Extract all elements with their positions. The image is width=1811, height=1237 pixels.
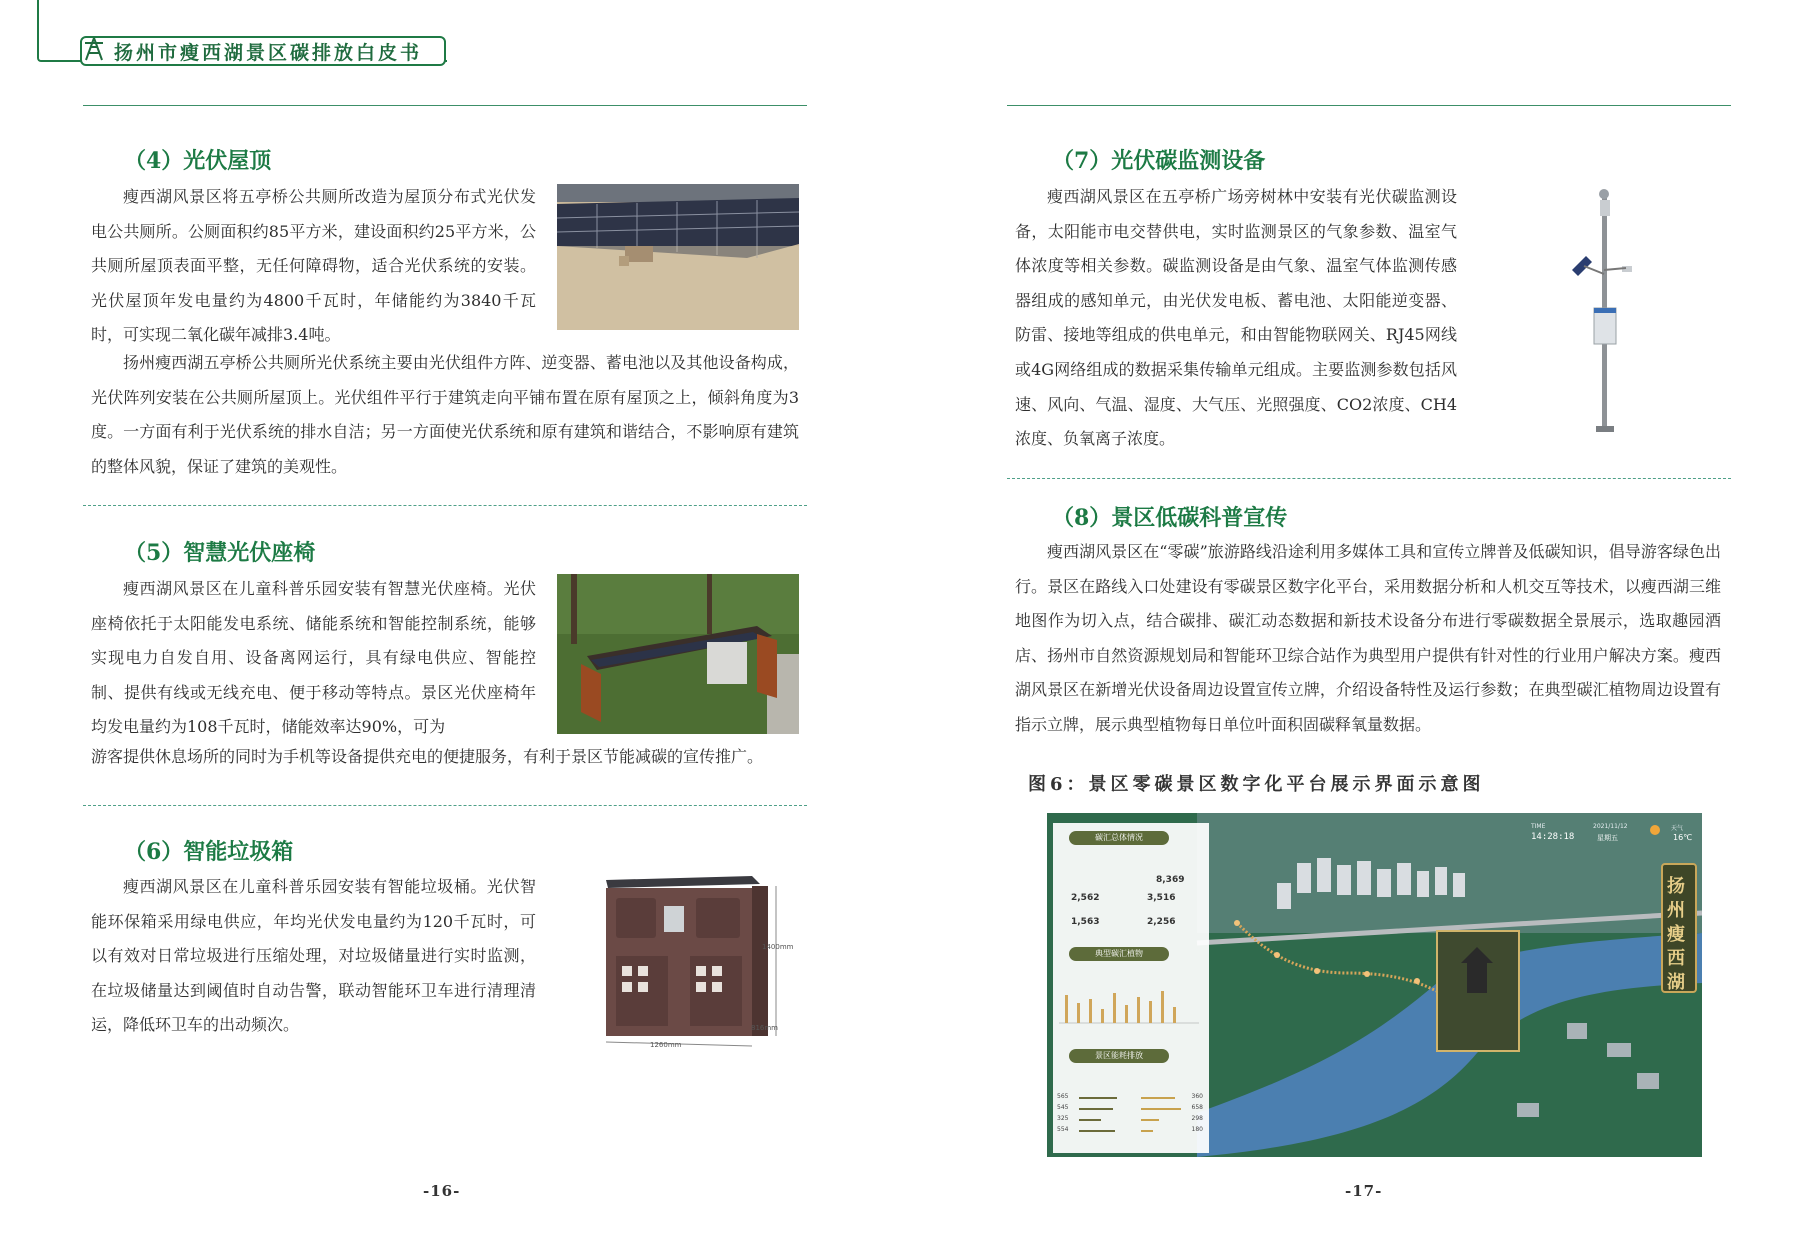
right-top-rule — [1007, 105, 1731, 106]
bar-left-value: 545 — [1057, 1104, 1069, 1111]
energy-bar-row — [1057, 1104, 1205, 1115]
section-7-paragraph-1: 瘦西湖风景区在五亭桥广场旁树林中安装有光伏碳监测设备，太阳能市电交替供电，实时监测景区的气象参数、温室气体浓度等相关参数。碳监测设备是由气象、温室气体监测传感器组成的感知单元，由光伏发电板、蓄电池、太阳能逆变器、防雷、接地等组成的供电单元，和由智能物联网关、RJ45网线或4G网络组成的数据采集传输单元组成。主要监测参数包括风速、风向、气温、湿度、大气压、光照强度、CO2浓度、CH4浓度、负氧离子浓度。 — [1015, 187, 1457, 449]
left-top-rule — [83, 105, 807, 106]
section-7-title: （7）光伏碳监测设备 — [1052, 148, 1266, 174]
tower-logo-icon — [82, 36, 106, 62]
bin-width-dimension: 1260mm — [650, 1041, 682, 1049]
section-4-paragraph-2: 扬州瘦西湖五亭桥公共厕所光伏系统主要由光伏组件方阵、逆变器、蓄电池以及其他设备构成，光伏阵列安装在公共厕所屋顶上。光伏组件平行于建筑走向平铺布置在原有屋顶之上，倾斜角度为3度。一方面有利于光伏系统的排水自洁；另一方面使光伏系统和原有建筑和谐结合，不影响原有建筑的整体风貌，保证了建筑的美观性。 — [91, 353, 799, 476]
plant-mini-bar-chart — [1059, 983, 1199, 1027]
divider-2 — [83, 805, 807, 806]
pv-bench-photo — [557, 574, 799, 734]
stat-value-d: 2,256 — [1147, 917, 1176, 927]
bar-left-value: 325 — [1057, 1115, 1069, 1122]
energy-bar-row — [1057, 1115, 1205, 1126]
bar-right-value: 298 — [1191, 1115, 1203, 1122]
section-6-title: （6）智能垃圾箱 — [124, 839, 294, 865]
panel-carbon-sink-title: 碳汇总体情况 — [1069, 831, 1169, 845]
header-title: 扬州市瘦西湖景区碳排放白皮书 — [114, 42, 423, 64]
bar-left-value: 554 — [1057, 1126, 1069, 1133]
section-5-paragraph-1: 瘦西湖风景区在儿童科普乐园安装有智慧光伏座椅。光伏座椅依托于太阳能发电系统、储能系统和智能控制系统，能够实现电力自发自用、设备离网运行，具有绿电供应、智能控制、提供有线或无线充电、便于移动等特点。景区光伏座椅年均发电量约为108千瓦时，储能效率达90%，可为 — [91, 579, 536, 737]
carbon-monitor-photo — [1560, 182, 1650, 438]
bar-right-value: 180 — [1191, 1126, 1203, 1133]
stat-value-b: 3,516 — [1147, 893, 1176, 903]
clock-time: 14:28:18 — [1531, 832, 1575, 842]
carbon-sink-total-value: 8,369 — [1156, 875, 1185, 885]
section-6-paragraph-1: 瘦西湖风景区在儿童科普乐园安装有智能垃圾桶。光伏智能环保箱采用绿电供应，年均光伏发电量约为120千瓦时，可以有效对日常垃圾进行压缩处理，对垃圾储量进行实时监测，在垃圾储量达到阈值时自动告警，联动智能环卫车进行清理清运，降低环卫车的出动频次。 — [91, 877, 536, 1035]
scenic-badge-text: 扬州瘦西湖 — [1667, 876, 1685, 993]
section-8-paragraph-1: 瘦西湖风景区在“零碳”旅游路线沿途利用多媒体工具和宣传立牌普及低碳知识，倡导游客绿色出行。景区在路线入口处建设有零碳景区数字化平台，采用数据分析和人机交互等技术，以瘦西湖三维地图作为切入点，结合碳排、碳汇动态数据和新技术设备分布进行零碳数据全景展示，选取趣园酒店、扬州市自然资源规划局和智能环卫综合站作为典型用户提供有针对性的行业用户解决方案。瘦西湖风景区在新增光伏设备周边设置宣传立牌，介绍设备特性及运行参数；在典型碳汇植物周边设置有指示立牌，展示典型植物每日单位叶面积固碳释氧量数据。 — [1015, 542, 1721, 734]
stat-value-a: 2,562 — [1071, 893, 1100, 903]
section-4-paragraph-1: 瘦西湖风景区将五亭桥公共厕所改造为屋顶分布式光伏发电公共厕所。公厕面积约85平方米，建设面积约25平方米，公共厕所屋顶表面平整，无任何障碍物，适合光伏系统的安装。光伏屋顶年发电量约为4800千瓦时，年储能约为3840千瓦时，可实现二氧化碳年减排3.4吨。 — [91, 187, 536, 345]
energy-bar-row — [1057, 1093, 1205, 1104]
temperature: 16℃ — [1673, 833, 1693, 842]
section-4-title: （4）光伏屋顶 — [124, 148, 272, 174]
panel-typical-plants-title: 典型碳汇植物 — [1069, 947, 1169, 961]
weather-label: 天气 — [1671, 825, 1684, 832]
figure-6-caption: 图6：景区零碳景区数字化平台展示界面示意图 — [1028, 774, 1485, 795]
section-5-paragraph-2: 游客提供休息场所的同时为手机等设备提供充电的便捷服务，有利于景区节能减碳的宣传推广。 — [91, 747, 764, 766]
bar-right-value: 658 — [1191, 1104, 1203, 1111]
panel-energy-title: 景区能耗排放 — [1069, 1049, 1169, 1063]
bin-height-dimension: 1400mm — [762, 943, 794, 951]
bar-left-value: 565 — [1057, 1093, 1069, 1100]
time-label: TIME — [1531, 823, 1546, 830]
current-weekday: 星期五 — [1597, 834, 1618, 842]
divider-1 — [83, 505, 807, 506]
stat-value-c: 1,563 — [1071, 917, 1100, 927]
section-8-title: （8）景区低碳科普宣传 — [1052, 505, 1288, 531]
weather-sun-icon — [1650, 825, 1660, 835]
left-page-number: -16- — [423, 1182, 461, 1200]
right-page-number: -17- — [1345, 1182, 1383, 1200]
pv-roof-photo — [557, 184, 799, 330]
bin-depth-dimension: 816mm — [751, 1024, 778, 1032]
energy-bars-list — [1057, 1093, 1205, 1137]
section-5-title: （5）智慧光伏座椅 — [124, 540, 316, 566]
current-date: 2021/11/12 — [1593, 823, 1628, 830]
digital-platform-figure — [1047, 813, 1702, 1157]
divider-3 — [1007, 478, 1731, 479]
bar-right-value: 360 — [1191, 1093, 1203, 1100]
energy-bar-row — [1057, 1126, 1205, 1137]
